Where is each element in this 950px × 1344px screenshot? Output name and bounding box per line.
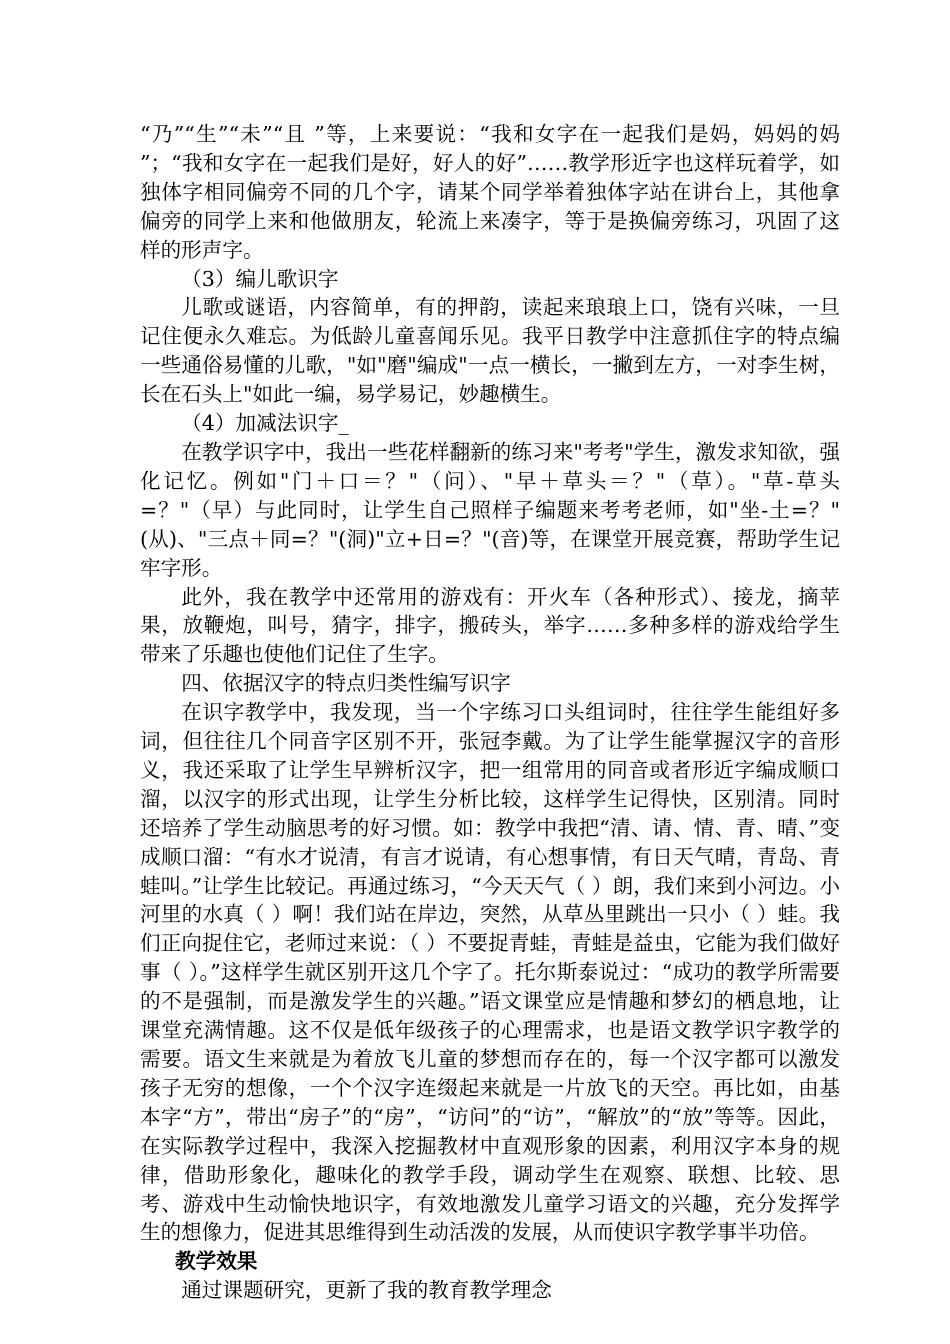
paragraph-nursery-rhymes: 儿歌或谜语，内容简单，有的押韵，读起来琅琅上口，饶有兴味，一旦记住便永久难忘。为低龄儿童喜闻乐见。我平日教学中注意抓住字的特点编一些通俗易懂的儿歌，"如"磨"编成"一点一横长，一撇到左方，一对李生树，长在石头上"如此一编，易学易记，妙趣横生。 — [140, 295, 840, 407]
heading-nursery-rhyme-literacy: （3）编儿歌识字 — [181, 266, 339, 291]
paragraph-research-outcome: 通过课题研究，更新了我的教育教学理念 — [181, 1278, 552, 1303]
document-body — [140, 120, 840, 1305]
paragraph-add-subtract: 在教学识字中，我出一些花样翻新的练习来"考考"学生，激发求知欲，强化记忆。例如"门＋口＝？"（问）、"早＋草头＝？"（草）。"草-草头=？"（早）与此同时，让学生自己照样子编题来考考老师，如"坐-土=？"(从)、"三点＋同=？"(洞)"立+日=？"(音)等，在课堂开展竞赛，帮助学生记牢字形。 — [140, 439, 840, 580]
heading-teaching-effect: 教学效果 — [175, 1249, 258, 1274]
heading-add-subtract-literacy: （4）加减法识字_ — [181, 411, 349, 436]
paragraph-games: 此外，我在教学中还常用的游戏有：开火车（各种形式）、接龙，摘苹果，放鞭炮，叫号，猜字，排字，搬砖头，举字……多种多样的游戏给学生带来了乐趣也使他们记住了生字。 — [140, 584, 840, 667]
heading-section-four: 四、依据汉字的特点归类性编写识字 — [181, 671, 511, 696]
paragraph-form-character-games: “乃”“生”“未”“且 ”等，上来要说：“我和女字在一起我们是妈，妈妈的妈 ”；“我和女字在一起我们是好，好人的好”……教学形近字也这样玩着学，如独体字相同偏旁不同的几个字，请某个同学举着独体字站在讲台上，其他拿偏旁的同学上来和他做朋友，轮流上来凑字，等于是换偏旁练习，巩固了这样的形声字。 — [140, 122, 840, 262]
paragraph-homophones: 在识字教学中，我发现，当一个字练习口头组词时，往往学生能组好多词，但往往几个同音字区别不开，张冠李戴。为了让学生能掌握汉字的音形义，我还采取了让学生早辨析汉字，把一组常用的同音或者形近字编成顺口溜，以汉字的形式出现，让学生分析比较，这样学生记得快，区别清。同时还培养了学生动脑思考的好习惯。如：教学中我把“清、请、情、青、晴、”变成顺口溜：“有水才说清，有言才说请，有心想事情，有日天气晴，青岛、青蛙叫。”让学生比较记。再通过练习，“今天天气（ ）朗，我们来到小河边。小河里的水真（ ）啊！我们站在岸边，突然，从草丛里跳出一只小（ ）蛙。我们正向捉住它，老师过来说：（ ）不要捉青蛙，青蛙是益虫，它能为我们做好事（ ）。”这样学生就区别开这几个字了。托尔斯泰说过：“成功的教学所需要的不是强制，而是激发学生的兴趣。”语文课堂应是情趣和梦幻的栖息地，让课堂充满情趣。这不仅是低年级孩子的心理需求，也是语文教学识字教学的需要。语文生来就是为着放飞儿童的梦想而存在的，每一个汉字都可以激发孩子无穷的想像，一个个汉字连缀起来就是一片放飞的天空。再比如，由基本字“方”，带出“房子”的“房”，“访问”的“访”，“解放”的“放”等等。因此，在实际教学过程中，我深入挖掘教材中直观形象的因素，利用汉字本身的规律，借助形象化，趣味化的教学手段，调动学生在观察、联想、比较、思考、游戏中生动愉快地识字，有效地激发儿童学习语文的兴趣，充分发挥学生的想像力，促进其思维得到生动活泼的发展，从而使识字教学事半功倍。 — [140, 700, 840, 1245]
